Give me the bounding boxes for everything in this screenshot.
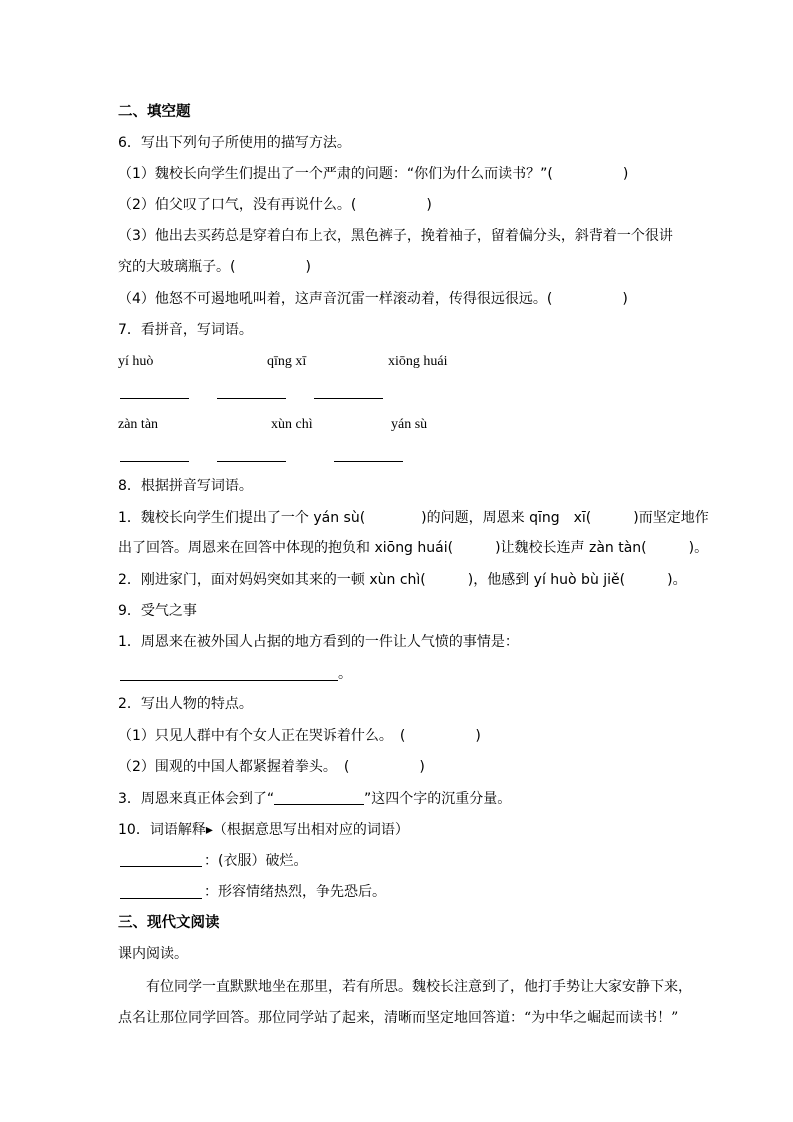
q9-item-1: 1．周恩来在被外国人占据的地方看到的一件让人气愤的事情是： xyxy=(118,634,519,650)
q10-item-1: ：(衣服）破烂。 xyxy=(204,853,308,869)
section-title-fill: 二、填空题 xyxy=(118,104,191,120)
answer-blank[interactable] xyxy=(334,461,403,462)
q6-item-3a: （3）他出去买药总是穿着白布上衣，黑色裤子，挽着袖子，留着偏分头，斜背着一个很讲 xyxy=(118,228,673,244)
q8-item-1b: 出了回答。周恩来在回答中体现的抱负和 xiōng huái( )让魏校长连声 zàn tàn( )。 xyxy=(118,540,709,556)
pinyin-qing-xi: qīng xī xyxy=(267,354,307,369)
q6-item-1: （1）魏校长向学生们提出了一个严肃的问题：“你们为什么而读书？”( ) xyxy=(118,166,629,182)
q9-item-1-end: 。 xyxy=(338,666,352,682)
q8-item-1a: 1．魏校长向学生们提出了一个 yán sù( )的问题，周恩来 qīng xī( )而坚定地作 xyxy=(118,510,709,526)
pinyin-zan-tan: zàn tàn xyxy=(118,417,159,432)
section-title-reading: 三、现代文阅读 xyxy=(118,915,220,931)
answer-blank[interactable] xyxy=(217,461,286,462)
pinyin-xun-chi: xùn chì xyxy=(271,417,313,432)
q10-item-2: ：形容情绪热烈，争先恐后。 xyxy=(204,884,386,900)
q8-title: 8．根据拼音写词语。 xyxy=(118,478,253,494)
answer-blank[interactable] xyxy=(120,866,202,867)
reading-paragraph-line-1: 有位同学一直默默地坐在那里，若有所思。魏校长注意到了，他打手势让大家安静下来， xyxy=(146,979,692,995)
answer-blank[interactable] xyxy=(314,398,383,399)
pinyin-yi-huo: yí huò xyxy=(118,354,154,369)
answer-blank[interactable] xyxy=(217,398,286,399)
q9-item-4: （2）围观的中国人都紧握着拳头。 ( ) xyxy=(118,759,425,775)
pinyin-yan-su: yán sù xyxy=(391,417,428,432)
q9-item-2: 2．写出人物的特点。 xyxy=(118,696,253,712)
q6-item-3b: 究的大玻璃瓶子。( ) xyxy=(118,259,311,275)
q6-title: 6．写出下列句子所使用的描写方法。 xyxy=(118,135,351,151)
reading-intro: 课内阅读。 xyxy=(118,946,188,962)
reading-paragraph-line-2: 点名让那位同学回答。那位同学站了起来，清晰而坚定地回答道：“为中华之崛起而读书！” xyxy=(118,1010,679,1026)
answer-blank[interactable] xyxy=(120,680,338,681)
pinyin-xiong-huai: xiōng huái xyxy=(388,354,448,369)
q6-item-2: （2）伯父叹了口气，没有再说什么。( ) xyxy=(118,197,432,213)
answer-blank[interactable] xyxy=(120,461,189,462)
answer-blank[interactable] xyxy=(274,804,364,805)
answer-blank[interactable] xyxy=(120,398,189,399)
q9-item-5a: 3．周恩来真正体会到了“ xyxy=(118,791,275,807)
q9-item-5b: ”这四个字的沉重分量。 xyxy=(364,791,512,807)
q9-item-3: （1）只见人群中有个女人正在哭诉着什么。 ( ) xyxy=(118,728,481,744)
q6-item-4: （4）他怒不可遏地吼叫着，这声音沉雷一样滚动着，传得很远很远。( ) xyxy=(118,291,628,307)
q10-title: 10．词语解释▸（根据意思写出相对应的词语） xyxy=(118,822,409,838)
q7-title: 7．看拼音，写词语。 xyxy=(118,322,253,338)
answer-blank[interactable] xyxy=(120,898,202,899)
q9-title: 9．受气之事 xyxy=(118,603,197,619)
q8-item-2: 2．刚进家门，面对妈妈突如其来的一顿 xùn chì( )，他感到 yí huò bù jiě( )。 xyxy=(118,572,687,588)
